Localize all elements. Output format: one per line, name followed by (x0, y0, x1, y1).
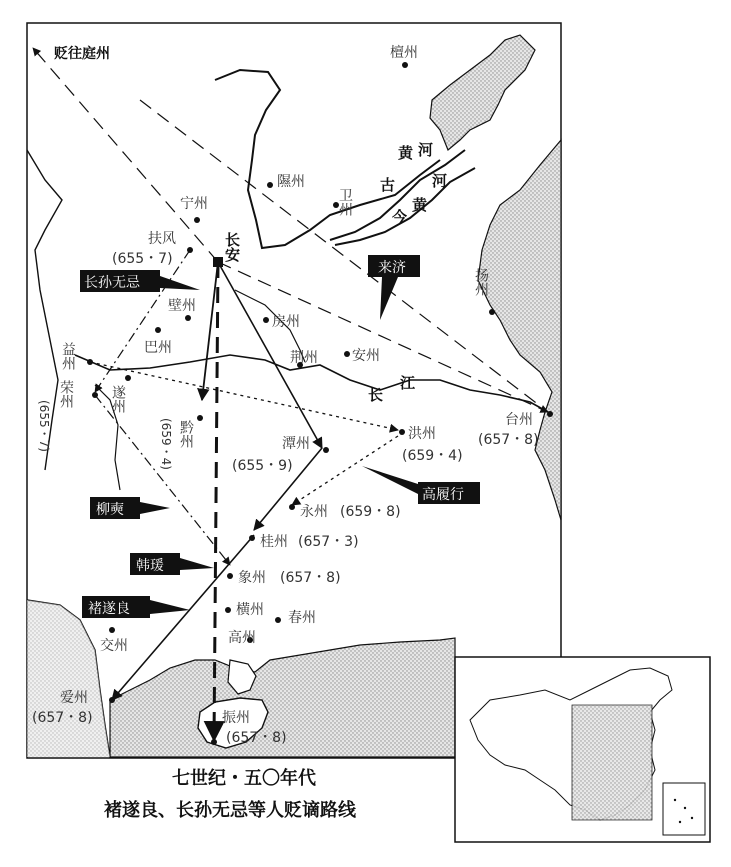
river-label-he-1: 河 (418, 141, 434, 159)
city-dot-gui (249, 535, 255, 541)
tag-zhangsun-text: 长孙无忌 (84, 275, 140, 291)
label-yang: 扬州 (473, 268, 489, 296)
label-yong: 永州 (300, 504, 328, 520)
tag-liushi-text: 柳奭 (96, 502, 124, 518)
label-zhen-date: (657・8) (226, 730, 287, 746)
city-dot-yi (87, 359, 93, 365)
tag-hanyuan-text: 韩瑗 (136, 558, 164, 574)
city-dot-heng (225, 607, 231, 613)
river-label-gu: 古 (380, 176, 396, 194)
city-dot-tai (547, 411, 553, 417)
city-dot-hong (399, 429, 405, 435)
city-dot-fufeng (187, 247, 193, 253)
caption-line1: 七世纪・五〇年代 (172, 768, 316, 789)
label-fang: 房州 (272, 314, 300, 330)
inset-south-sea-box (663, 783, 705, 835)
label-heng: 横州 (236, 602, 264, 618)
city-dot-ba (155, 327, 161, 333)
river-label-he-2: 河 (432, 172, 448, 190)
label-gui: 桂州 (260, 534, 288, 550)
label-tan-north: 檀州 (390, 45, 418, 61)
city-dot-bi (185, 315, 191, 321)
label-fufeng: 扶风 (148, 231, 176, 247)
city-dot-xi (267, 182, 273, 188)
label-qian-date: (659・4) (159, 418, 173, 470)
river-label-huang-1: 黄 (398, 144, 414, 162)
city-dot-an (344, 351, 350, 357)
river-label-jiang: 江 (400, 374, 416, 392)
city-dot-sui (125, 375, 131, 381)
city-dot-tan-north (402, 62, 408, 68)
label-tai-date: (657・8) (478, 432, 539, 448)
inset-map (455, 657, 710, 842)
label-ai-date: (657・8) (32, 710, 93, 726)
changan-marker (213, 257, 223, 267)
city-dot-rong (92, 392, 98, 398)
label-yong-date: (659・8) (340, 504, 401, 520)
label-an: 安州 (352, 348, 380, 364)
city-dot-fang (263, 317, 269, 323)
label-ning: 宁州 (180, 196, 208, 212)
caption-line2: 褚遂良、长孙无忌等人贬谪路线 (104, 800, 356, 821)
label-tan: 潭州 (282, 436, 310, 452)
label-zhen: 振州 (222, 710, 250, 726)
city-dot-yong (289, 504, 295, 510)
label-hong-date: (659・4) (402, 448, 463, 464)
city-dot-jiao (109, 627, 115, 633)
river-label-chang: 长 (368, 386, 384, 404)
tag-chusuiliang-text: 褚遂良 (88, 601, 130, 617)
river-label-huang-2: 黄 (412, 196, 428, 214)
inset-highlight (572, 705, 652, 820)
label-xi: 隰州 (277, 174, 305, 190)
city-dot-yang (489, 309, 495, 315)
label-ai: 爱州 (60, 690, 88, 706)
label-rong-date: (655・7) (37, 400, 51, 452)
label-wei: 卫州 (337, 188, 353, 216)
tag-gaolvxing-text: 高履行 (422, 487, 464, 503)
label-tan-date: (655・9) (232, 458, 293, 474)
label-jing: 荆州 (290, 350, 318, 366)
label-exile-ting: 贬往庭州 (54, 46, 110, 62)
city-dot-zhen (211, 739, 217, 745)
city-dot-chun (275, 617, 281, 623)
city-dot-xiang (227, 573, 233, 579)
city-dot-ning (194, 217, 200, 223)
city-dot-qian (197, 415, 203, 421)
tag-laiji-text: 来济 (378, 260, 406, 276)
label-yi: 益州 (60, 342, 76, 370)
river-label-jin: 今 (392, 208, 408, 226)
city-dot-tan (323, 447, 329, 453)
label-changan: 长安 (223, 232, 241, 262)
label-fufeng-date: (655・7) (112, 251, 173, 267)
city-dot-ai (109, 697, 115, 703)
label-xiang: 象州 (238, 570, 266, 586)
label-sui: 遂州 (110, 385, 126, 413)
label-tai: 台州 (505, 412, 533, 428)
label-hong: 洪州 (408, 426, 436, 442)
label-rong: 荣州 (58, 380, 74, 408)
label-bi: 壁州 (168, 298, 196, 314)
label-chun: 春州 (288, 610, 316, 626)
label-gao: 高州 (228, 630, 256, 646)
label-jiao: 交州 (100, 638, 128, 654)
label-xiang-date: (657・8) (280, 570, 341, 586)
label-qian: 黔州 (178, 420, 194, 448)
label-gui-date: (657・3) (298, 534, 359, 550)
label-ba: 巴州 (144, 340, 172, 356)
